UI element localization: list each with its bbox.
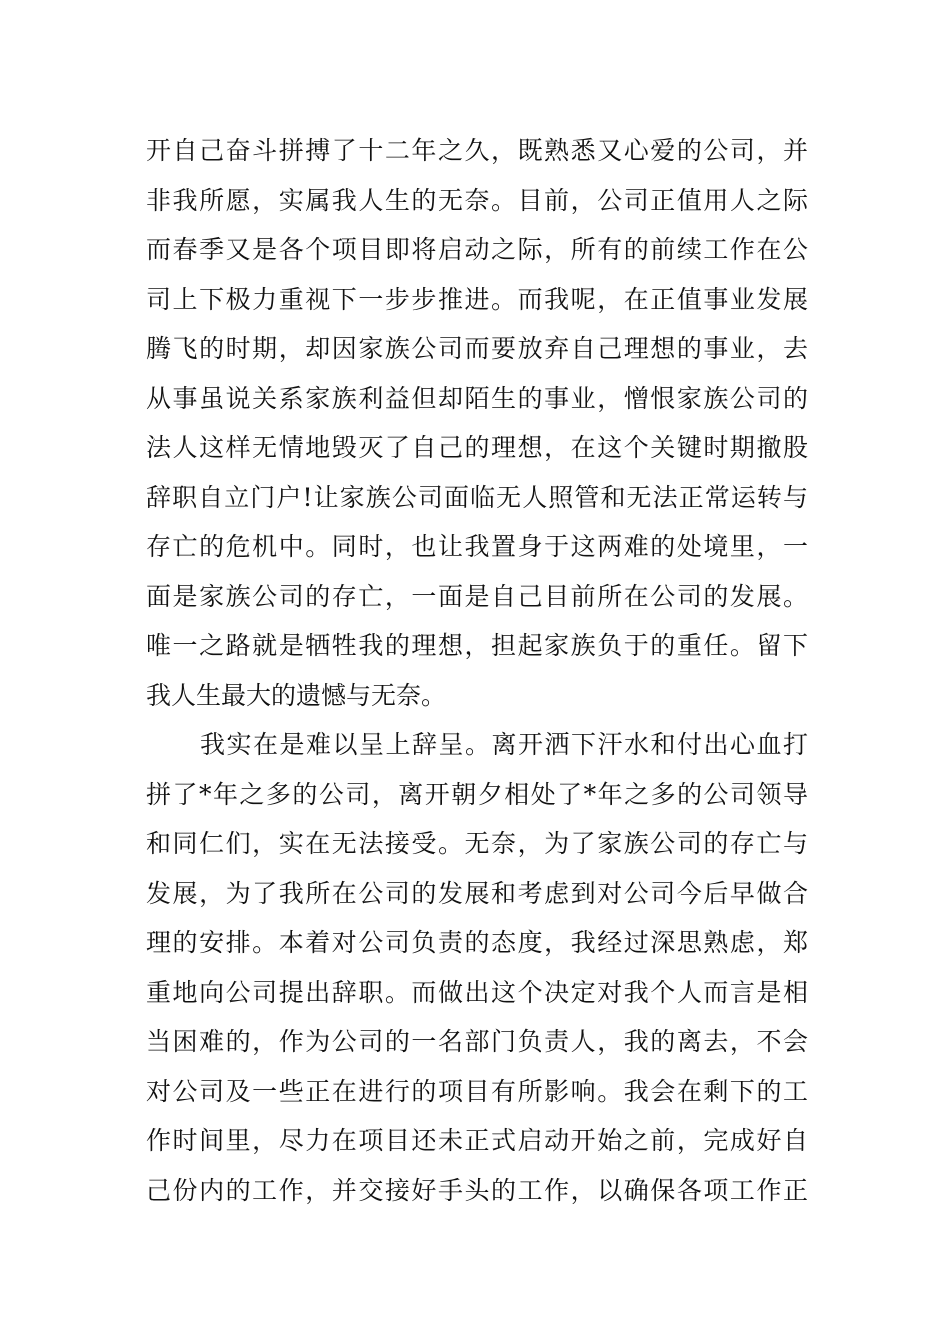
text-line: 唯一之路就是牺牲我的理想，担起家族负于的重任。留下 bbox=[146, 631, 808, 660]
text-line: 当困难的，作为公司的一名部门负责人，我的离去，不会 bbox=[146, 1027, 808, 1056]
text-line: 法人这样无情地毁灭了自己的理想，在这个关键时期撤股 bbox=[146, 433, 808, 462]
paragraph-first-line: 我实在是难以呈上辞呈。离开洒下汗水和付出心血打 bbox=[200, 730, 808, 759]
text-line: 司上下极力重视下一步步推进。而我呢，在正值事业发展 bbox=[146, 284, 808, 314]
text-line: 面是家族公司的存亡，一面是自己目前所在公司的发展。 bbox=[146, 581, 808, 611]
text-line: 腾飞的时期，却因家族公司而要放弃自己理想的事业，去 bbox=[146, 334, 808, 363]
text-line: 对公司及一些正在进行的项目有所影响。我会在剩下的工 bbox=[146, 1076, 808, 1106]
text-line: 理的安排。本着对公司负责的态度，我经过深思熟虑，郑 bbox=[146, 928, 808, 957]
text-line: 发展，为了我所在公司的发展和考虑到对公司今后早做合 bbox=[146, 878, 808, 908]
text-line: 和同仁们，实在无法接受。无奈，为了家族公司的存亡与 bbox=[146, 829, 808, 858]
text-line: 从事虽说关系家族利益但却陌生的事业，憎恨家族公司的 bbox=[146, 383, 808, 413]
text-line: 拼了*年之多的公司，离开朝夕相处了*年之多的公司领导 bbox=[146, 779, 808, 809]
text-line: 作时间里，尽力在项目还未正式启动开始之前，完成好自 bbox=[146, 1126, 808, 1155]
text-line: 己份内的工作，并交接好手头的工作，以确保各项工作正 bbox=[146, 1175, 808, 1205]
text-line: 存亡的危机中。同时，也让我置身于这两难的处境里，一 bbox=[146, 532, 808, 561]
text-line: 而春季又是各个项目即将启动之际，所有的前续工作在公 bbox=[146, 235, 808, 264]
paragraph-last-line: 我人生最大的遗憾与无奈。 bbox=[146, 680, 447, 710]
text-line: 开自己奋斗拼搏了十二年之久，既熟悉又心爱的公司，并 bbox=[146, 136, 808, 165]
body-text bbox=[146, 126, 808, 1215]
text-line: 辞职自立门户!让家族公司面临无人照管和无法正常运转与 bbox=[146, 482, 808, 512]
text-line: 重地向公司提出辞职。而做出这个决定对我个人而言是相 bbox=[146, 977, 808, 1007]
text-line: 非我所愿，实属我人生的无奈。目前，公司正值用人之际 bbox=[146, 185, 808, 215]
